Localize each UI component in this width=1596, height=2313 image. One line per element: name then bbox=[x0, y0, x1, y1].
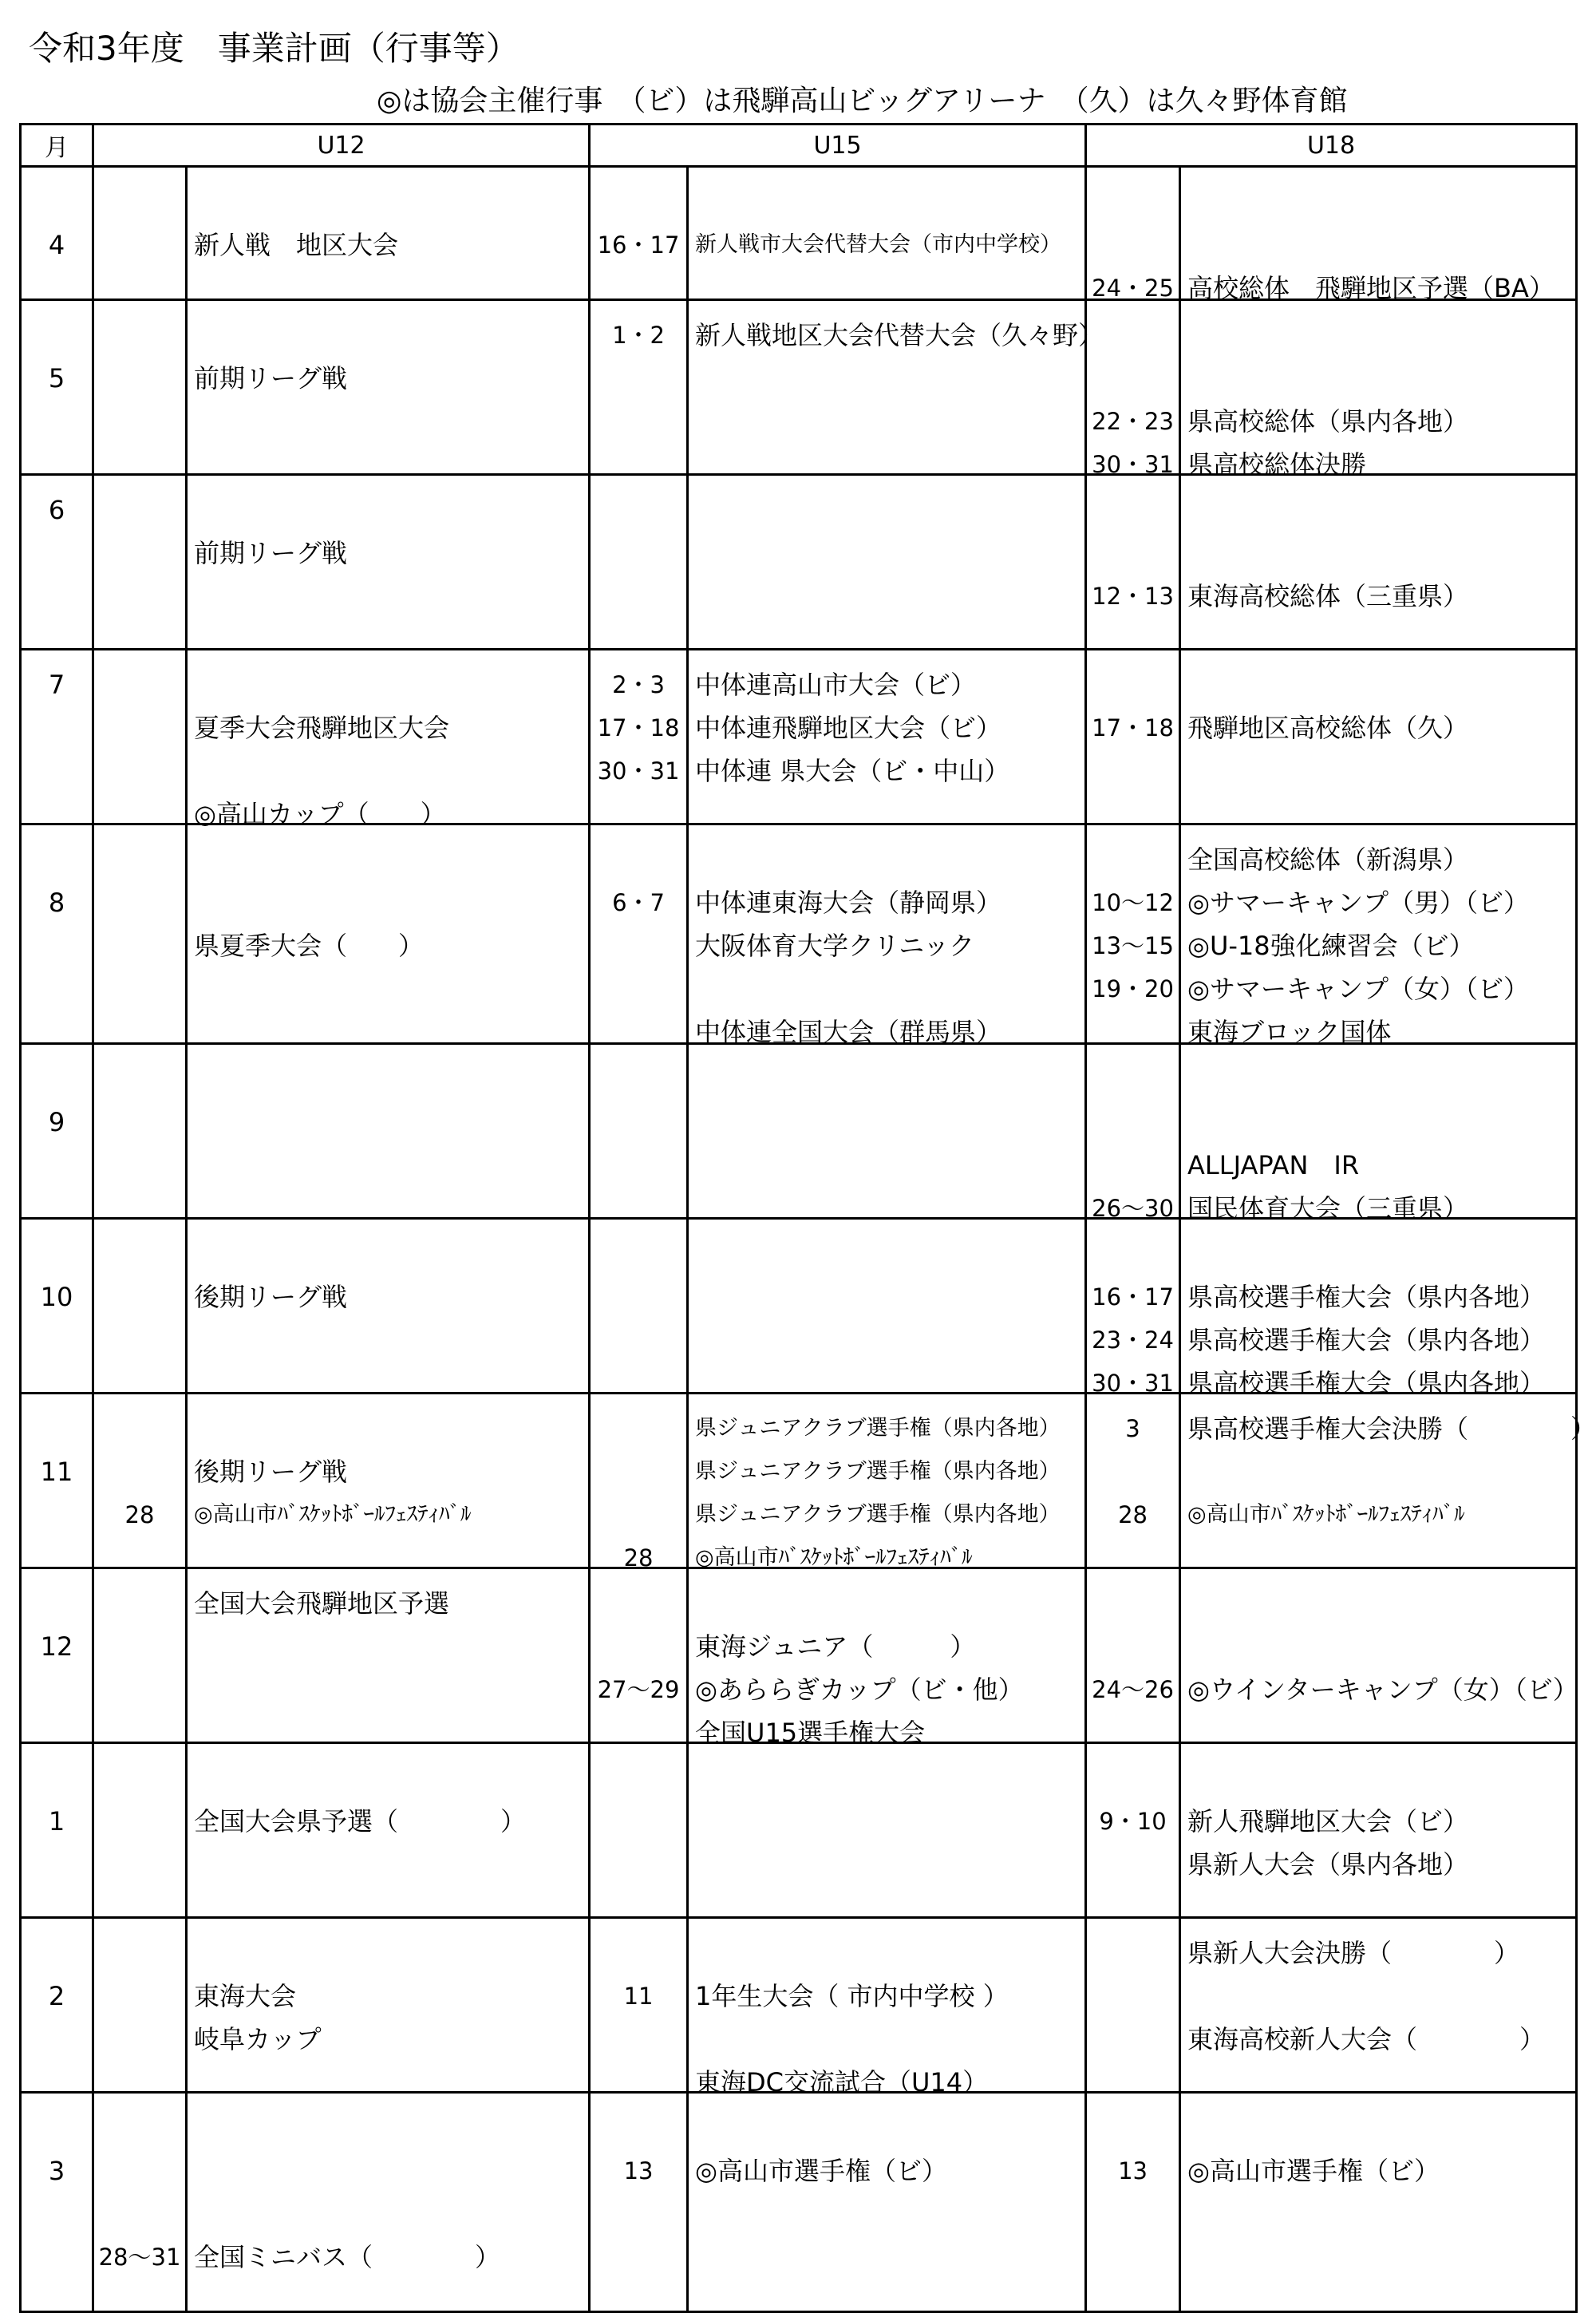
u15-event-cell bbox=[688, 1219, 1086, 1394]
month-cell bbox=[21, 167, 93, 300]
header-row bbox=[21, 125, 1577, 167]
u18-event-cell bbox=[1180, 300, 1577, 480]
event-name: 東海DC交流試合（U14） bbox=[695, 2067, 989, 2098]
u15-date-cell bbox=[590, 475, 688, 650]
table-row bbox=[21, 824, 1577, 1044]
u18-date-cell bbox=[1086, 1743, 1180, 1918]
event-date: 2・3 bbox=[612, 671, 665, 698]
u15-date-cell bbox=[590, 1044, 688, 1219]
header-month: 月 bbox=[21, 125, 93, 167]
month-label: 3 bbox=[48, 2156, 65, 2186]
event-name: 岐阜カップ bbox=[194, 2024, 322, 2054]
u18-event-cell bbox=[1180, 167, 1577, 303]
event-name: 東海大会 bbox=[194, 1981, 297, 2011]
event-name: ◎高山市ﾊﾞｽｹｯﾄﾎﾞｰﾙﾌｪｽﾃｨﾊﾞﾙ bbox=[695, 1545, 973, 1570]
event-date: 11 bbox=[623, 1983, 654, 2010]
event-name: 新人戦地区大会代替大会（久々野） bbox=[695, 320, 1104, 350]
event-name: 県高校総体（県内各地） bbox=[1187, 406, 1469, 437]
event-name: 中体連飛騨地区大会（ビ） bbox=[695, 713, 1002, 743]
event-name: 東海ブロック国体 bbox=[1187, 1017, 1392, 1047]
u18-event-cell bbox=[1180, 475, 1577, 650]
event-name: 全国ミニバス（ ） bbox=[194, 2242, 501, 2272]
month-cell bbox=[21, 1044, 93, 1219]
event-name: ◎ウインターキャンプ（女）（ビ） bbox=[1187, 1674, 1578, 1705]
event-date: 23・24 bbox=[1092, 1327, 1174, 1354]
month-label: 4 bbox=[48, 230, 65, 260]
event-name: 東海高校新人大会（ ） bbox=[1187, 2024, 1546, 2054]
event-name: 中体連東海大会（静岡県） bbox=[695, 888, 1002, 918]
header-u15: U15 bbox=[590, 125, 1086, 167]
u12-event-cell bbox=[187, 1394, 590, 1568]
u18-date-cell bbox=[1086, 1568, 1180, 1743]
event-name: 新人飛騨地区大会（ビ） bbox=[1187, 1806, 1469, 1837]
u12-date-cell bbox=[93, 475, 187, 650]
event-date: 17・18 bbox=[597, 714, 680, 741]
event-date: 28 bbox=[623, 1544, 654, 1572]
event-date: 28 bbox=[1118, 1501, 1148, 1528]
event-name: 大阪体育大学クリニック bbox=[695, 931, 975, 961]
event-name: 新人戦 地区大会 bbox=[194, 230, 399, 260]
u18-event-cell bbox=[1180, 1044, 1577, 1224]
u15-date-cell bbox=[590, 2093, 688, 2312]
u15-event-cell bbox=[688, 1568, 1086, 1748]
u18-event-cell bbox=[1180, 1219, 1577, 1398]
u15-event-cell bbox=[688, 300, 1104, 475]
header-u12: U12 bbox=[93, 125, 590, 167]
event-name: ◎高山市ﾊﾞｽｹｯﾄﾎﾞｰﾙﾌｪｽﾃｨﾊﾞﾙ bbox=[1187, 1502, 1465, 1527]
event-name: 1年生大会（ 市内中学校 ） bbox=[695, 1981, 1009, 2011]
u18-event-cell bbox=[1180, 1568, 1577, 1743]
u15-event-cell bbox=[688, 1394, 1086, 1568]
event-date: 28 bbox=[124, 1501, 155, 1528]
u15-date-cell bbox=[590, 300, 688, 475]
u18-date-cell bbox=[1086, 824, 1180, 1044]
month-cell bbox=[21, 1394, 93, 1568]
event-name: 県高校選手権大会（県内各地） bbox=[1187, 1282, 1546, 1312]
event-name: ◎あららぎカップ（ビ・他） bbox=[695, 1674, 1024, 1705]
table-row bbox=[21, 1743, 1577, 1918]
u15-event-cell bbox=[688, 824, 1086, 1047]
event-date: 28～31 bbox=[98, 2244, 181, 2271]
u18-event-cell bbox=[1180, 1743, 1577, 1918]
month-cell bbox=[21, 824, 93, 1044]
month-label: 8 bbox=[48, 888, 65, 918]
event-name: 県高校選手権大会決勝（ ） bbox=[1187, 1414, 1596, 1444]
event-name: ◎サマーキャンプ（男）（ビ） bbox=[1187, 888, 1529, 918]
u18-event-cell bbox=[1180, 2093, 1577, 2312]
event-date: 30・31 bbox=[1092, 1370, 1174, 1397]
u12-event-cell bbox=[187, 2093, 590, 2312]
month-cell bbox=[21, 1918, 93, 2093]
u12-event-cell bbox=[187, 1918, 590, 2093]
event-date: 3 bbox=[1125, 1415, 1140, 1442]
event-date: 13 bbox=[1118, 2157, 1148, 2184]
event-date: 22・23 bbox=[1092, 408, 1174, 435]
month-cell bbox=[21, 475, 93, 650]
event-date: 30・31 bbox=[1092, 451, 1174, 478]
event-name: 県高校選手権大会（県内各地） bbox=[1187, 1368, 1546, 1398]
u12-date-cell bbox=[93, 1219, 187, 1394]
event-date: 13～15 bbox=[1092, 932, 1174, 959]
u15-date-cell bbox=[590, 1568, 688, 1743]
event-date: 17・18 bbox=[1092, 714, 1174, 741]
event-name: ◎高山カップ（ ） bbox=[194, 799, 446, 829]
event-name: 全国高校総体（新潟県） bbox=[1187, 844, 1469, 875]
month-label: 1 bbox=[48, 1806, 65, 1837]
month-cell bbox=[21, 650, 93, 824]
month-cell bbox=[21, 1743, 93, 1918]
u15-event-cell bbox=[688, 1918, 1086, 2098]
event-name: 県新人大会（県内各地） bbox=[1187, 1849, 1469, 1880]
month-label: 11 bbox=[40, 1457, 73, 1487]
u12-event-cell bbox=[187, 475, 590, 650]
event-name: ◎U-18強化練習会（ビ） bbox=[1187, 931, 1475, 961]
event-name: 飛騨地区高校総体（久） bbox=[1187, 713, 1469, 743]
table-row bbox=[21, 167, 1577, 300]
schedule-table bbox=[19, 123, 1596, 2313]
table-row bbox=[21, 1394, 1577, 1568]
event-date: 16・17 bbox=[1092, 1283, 1174, 1311]
event-name: ◎高山市選手権（ビ） bbox=[695, 2156, 947, 2186]
event-name: ◎高山市ﾊﾞｽｹｯﾄﾎﾞｰﾙﾌｪｽﾃｨﾊﾞﾙ bbox=[194, 1502, 472, 1527]
month-cell bbox=[21, 2093, 93, 2312]
u12-event-cell bbox=[187, 824, 590, 1044]
u18-date-cell bbox=[1086, 1394, 1180, 1568]
event-date: 9・10 bbox=[1099, 1808, 1167, 1835]
event-date: 12・13 bbox=[1092, 583, 1174, 610]
event-name: 中体連全国大会（群馬県） bbox=[695, 1017, 1002, 1047]
table-row bbox=[21, 650, 1577, 824]
event-name: 前期リーグ戦 bbox=[194, 538, 348, 568]
event-name: 県ジュニアクラブ選手権（県内各地） bbox=[695, 1459, 1061, 1484]
u15-event-cell bbox=[688, 2093, 1086, 2312]
u18-event-cell bbox=[1180, 1918, 1577, 2093]
u15-date-cell bbox=[590, 650, 688, 824]
u18-date-cell bbox=[1086, 2093, 1180, 2312]
u15-date-cell bbox=[590, 1743, 688, 1918]
document-title: 令和3年度 事業計画（行事等） bbox=[29, 29, 519, 68]
u15-date-cell bbox=[590, 1219, 688, 1394]
event-name: 新人戦市大会代替大会（市内中学校） bbox=[695, 232, 1062, 257]
u15-date-cell bbox=[590, 1918, 688, 2093]
table-row bbox=[21, 1044, 1577, 1219]
u12-date-cell bbox=[93, 1743, 187, 1918]
month-label: 9 bbox=[48, 1107, 65, 1137]
table-row bbox=[21, 1918, 1577, 2093]
event-name: 前期リーグ戦 bbox=[194, 363, 348, 393]
event-date: 1・2 bbox=[612, 322, 665, 349]
table-row bbox=[21, 2093, 1577, 2312]
u18-date-cell bbox=[1086, 1044, 1180, 1222]
u18-event-cell bbox=[1180, 650, 1577, 824]
u12-event-cell bbox=[187, 1743, 590, 1918]
u12-date-cell bbox=[93, 650, 187, 824]
u15-date-cell bbox=[590, 824, 688, 1044]
u12-date-cell bbox=[93, 824, 187, 1044]
event-name: 後期リーグ戦 bbox=[194, 1457, 348, 1487]
event-date: 19・20 bbox=[1092, 975, 1174, 1002]
event-date: 6・7 bbox=[612, 889, 665, 916]
u12-event-cell bbox=[187, 1219, 590, 1394]
event-name: ◎高山市選手権（ビ） bbox=[1187, 2156, 1440, 2186]
month-label: 2 bbox=[48, 1981, 65, 2011]
event-name: 全国大会県予選（ ） bbox=[194, 1806, 527, 1837]
u15-event-cell bbox=[688, 1743, 1086, 1918]
u15-date-cell bbox=[590, 1394, 688, 1572]
table-row bbox=[21, 1568, 1577, 1743]
u18-date-cell bbox=[1086, 300, 1180, 478]
u12-event-cell bbox=[187, 1044, 590, 1219]
table-row bbox=[21, 300, 1577, 475]
month-cell bbox=[21, 1568, 93, 1743]
table-row bbox=[21, 1219, 1577, 1394]
month-label: 12 bbox=[40, 1631, 73, 1662]
month-cell bbox=[21, 1219, 93, 1394]
u12-date-cell bbox=[93, 1044, 187, 1219]
u12-event-cell bbox=[187, 300, 590, 475]
month-label: 5 bbox=[48, 363, 65, 393]
event-name: 県高校総体決勝 bbox=[1187, 449, 1367, 480]
u18-date-cell bbox=[1086, 167, 1180, 300]
event-name: 中体連高山市大会（ビ） bbox=[695, 670, 977, 700]
u12-date-cell bbox=[93, 1394, 187, 1568]
u12-date-cell bbox=[93, 167, 187, 300]
u12-date-cell bbox=[93, 2093, 187, 2312]
event-name: 県ジュニアクラブ選手権（県内各地） bbox=[695, 1502, 1061, 1527]
event-name: 県高校選手権大会（県内各地） bbox=[1187, 1325, 1546, 1355]
u12-event-cell bbox=[187, 650, 590, 829]
u12-event-cell bbox=[187, 167, 590, 300]
u12-date-cell bbox=[93, 1568, 187, 1743]
event-name: 全国U15選手権大会 bbox=[695, 1718, 926, 1748]
event-name: 夏季大会飛騨地区大会 bbox=[194, 713, 450, 743]
month-label: 6 bbox=[48, 495, 65, 525]
u15-event-cell bbox=[688, 1044, 1086, 1219]
u18-date-cell bbox=[1086, 475, 1180, 650]
event-date: 13 bbox=[623, 2157, 654, 2184]
event-name: 中体連 県大会（ビ・中山） bbox=[695, 756, 1010, 786]
event-date: 16・17 bbox=[597, 231, 680, 259]
event-name: ◎サマーキャンプ（女）（ビ） bbox=[1187, 974, 1529, 1004]
legend-note: ◎は協会主催行事 （ビ）は飛騨高山ビッグアリーナ （久）は久々野体育館 bbox=[377, 85, 1348, 117]
u15-event-cell bbox=[688, 167, 1086, 300]
event-date: 26～30 bbox=[1092, 1195, 1174, 1222]
event-date: 30・31 bbox=[597, 757, 680, 785]
event-date: 24～26 bbox=[1092, 1676, 1174, 1703]
u12-date-cell bbox=[93, 1918, 187, 2093]
event-name: 県新人大会決勝（ ） bbox=[1187, 1938, 1520, 1968]
event-name: 国民体育大会（三重県） bbox=[1187, 1193, 1469, 1224]
event-date: 10～12 bbox=[1092, 889, 1174, 916]
month-label: 7 bbox=[48, 670, 65, 700]
u15-event-cell bbox=[688, 650, 1086, 824]
header-u18: U18 bbox=[1086, 125, 1577, 167]
event-name: ALLJAPAN IR bbox=[1187, 1150, 1360, 1180]
event-name: 東海ジュニア（ ） bbox=[695, 1631, 976, 1662]
u12-event-cell bbox=[187, 1568, 590, 1743]
u18-date-cell bbox=[1086, 650, 1180, 824]
event-name: 後期リーグ戦 bbox=[194, 1282, 348, 1312]
month-label: 10 bbox=[40, 1282, 73, 1312]
table-row bbox=[21, 475, 1577, 650]
u18-date-cell bbox=[1086, 1219, 1180, 1397]
event-name: 東海高校総体（三重県） bbox=[1187, 581, 1469, 611]
event-name: 県ジュニアクラブ選手権（県内各地） bbox=[695, 1416, 1061, 1441]
u15-date-cell bbox=[590, 167, 688, 300]
u15-event-cell bbox=[688, 475, 1086, 650]
event-name: 全国大会飛騨地区予選 bbox=[194, 1588, 450, 1619]
u12-date-cell bbox=[93, 300, 187, 475]
u18-event-cell bbox=[1180, 1394, 1596, 1568]
event-date: 24・25 bbox=[1092, 275, 1174, 302]
event-name: 高校総体 飛騨地区予選（BA） bbox=[1187, 273, 1555, 303]
month-cell bbox=[21, 300, 93, 475]
u18-date-cell bbox=[1086, 1918, 1180, 2093]
event-name: 県夏季大会（ ） bbox=[194, 931, 425, 961]
event-date: 27～29 bbox=[597, 1676, 680, 1703]
u18-event-cell bbox=[1180, 824, 1577, 1047]
